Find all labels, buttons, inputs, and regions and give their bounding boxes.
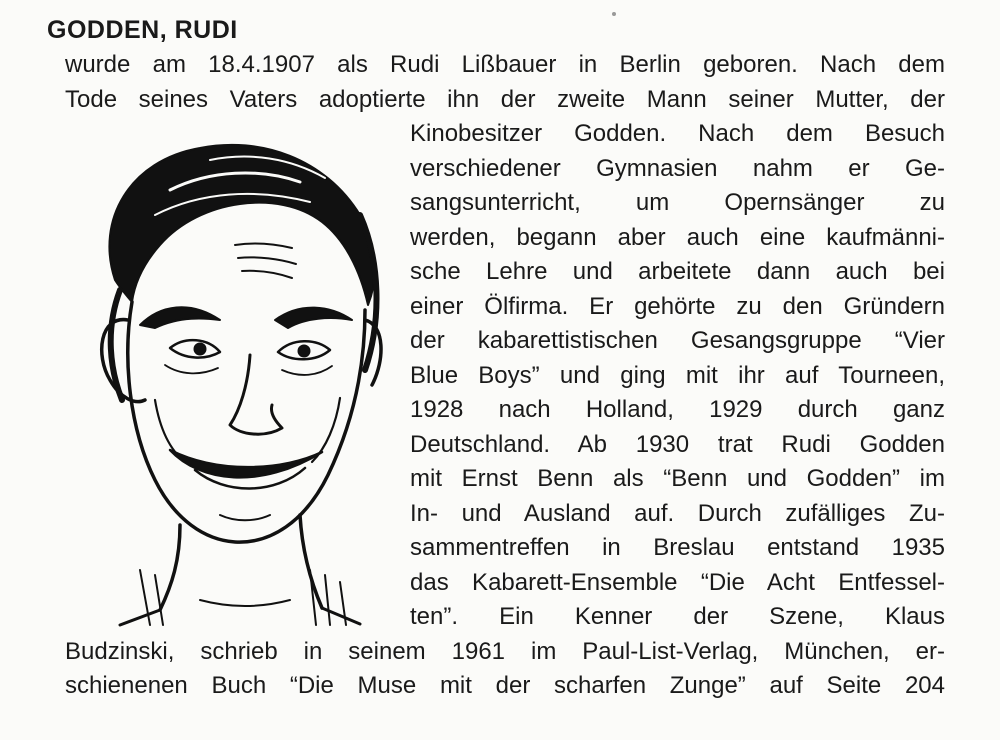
text-line-14: In- und Ausland auf. Durch zufälliges Zu- [410, 500, 945, 527]
text-line-18: Budzinski, schrieb in seinem 1961 im Paul-List-Verlag, München, er- [65, 638, 945, 665]
text-line-9: der kabarettistischen Gesangsgruppe “Vier [410, 327, 945, 354]
text-line-12: Deutschland. Ab 1930 trat Rudi Godden [410, 431, 945, 458]
paper-speck [612, 12, 616, 16]
text-line-7: sche Lehre und arbeitete dann auch bei [410, 258, 945, 285]
text-line-17: ten”. Ein Kenner der Szene, Klaus [410, 603, 945, 630]
text-line-16: das Kabarett-Ensemble “Die Acht Entfessel- [410, 569, 945, 596]
text-line-2: Tode seines Vaters adoptierte ihn der zweite Mann seiner Mutter, der [65, 86, 945, 113]
text-line-13: mit Ernst Benn als “Benn und Godden” im [410, 465, 945, 492]
text-line-11: 1928 nach Holland, 1929 durch ganz [410, 396, 945, 423]
text-line-4: verschiedener Gymnasien nahm er Ge- [410, 155, 945, 182]
caricature-portrait-icon [60, 130, 390, 630]
text-line-5: sangsunterricht, um Opernsänger zu [410, 189, 945, 216]
text-line-3: Kinobesitzer Godden. Nach dem Besuch [410, 120, 945, 147]
entry-heading: GODDEN, RUDI [47, 16, 238, 44]
text-line-10: Blue Boys” und ging mit ihr auf Tourneen, [410, 362, 945, 389]
text-line-19: schienenen Buch “Die Muse mit der scharfen Zunge” auf Seite 204 [65, 672, 945, 699]
text-line-6: werden, begann aber auch eine kaufmänni- [410, 224, 945, 251]
text-line-8: einer Ölfirma. Er gehörte zu den Gründern [410, 293, 945, 320]
text-line-15: sammentreffen in Breslau entstand 1935 [410, 534, 945, 561]
text-line-1: wurde am 18.4.1907 als Rudi Lißbauer in Berlin geboren. Nach dem [65, 51, 945, 78]
